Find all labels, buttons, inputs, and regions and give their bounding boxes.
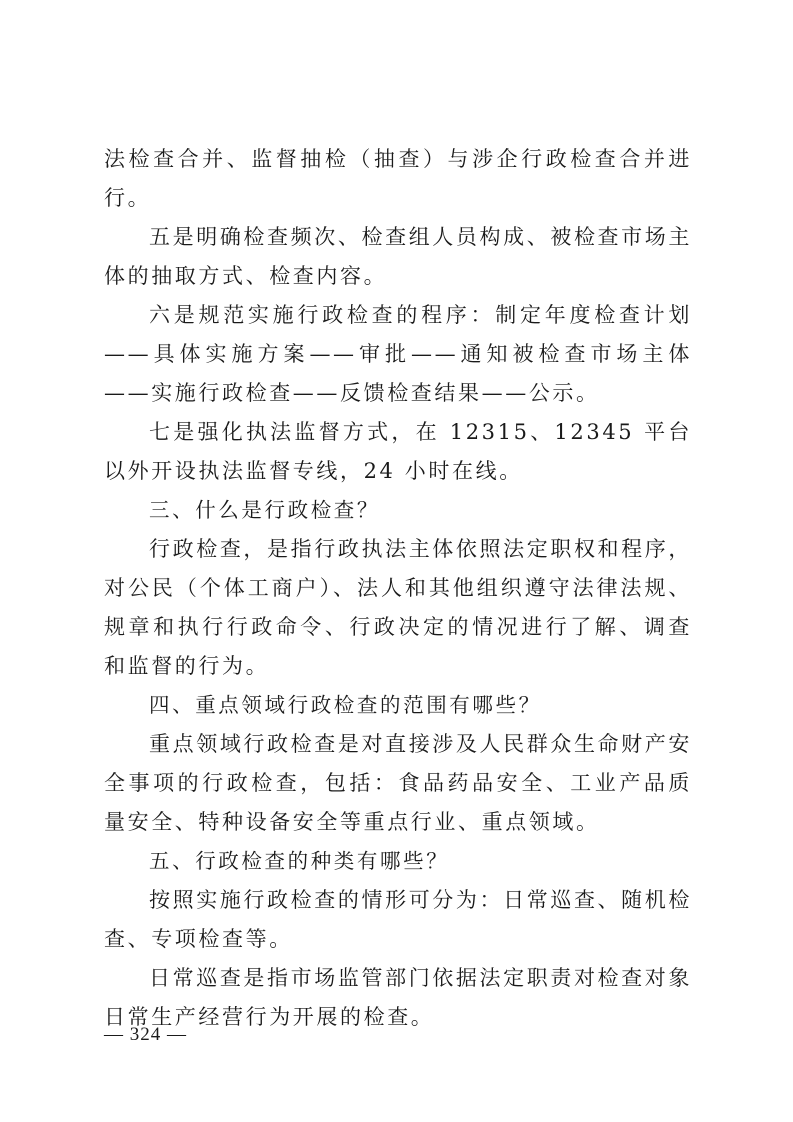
paragraph: 按照实施行政检查的情形可分为：日常巡查、随机检查、专项检查等。: [104, 888, 692, 951]
page-number: — 324 —: [104, 1024, 187, 1045]
paragraph: 行政检查，是指行政执法主体依照法定职权和程序，对公民（个体工商户）、法人和其他组织遵守法律法规、规章和执行行政命令、行政决定的情况进行了解、调查和监督的行为。: [104, 537, 692, 678]
paragraph: 日常巡查是指市场监管部门依据法定职责对检查对象日常生产经营行为开展的检查。: [104, 966, 692, 1029]
section-heading: 五、行政检查的种类有哪些？: [149, 849, 450, 873]
paragraph: 六是规范实施行政检查的程序：制定年度检查计划——具体实施方案——审批——通知被检查市场主体——实施行政检查——反馈检查结果——公示。: [104, 303, 692, 405]
paragraph: 七是强化执法监督方式，在 12315、12345 平台以外开设执法监督专线，24 小时在线。: [104, 420, 692, 483]
section-heading: 四、重点领域行政检查的范围有哪些？: [149, 693, 542, 717]
paragraph: 重点领域行政检查是对直接涉及人民群众生命财产安全事项的行政检查，包括：食品药品安全、工业产品质量安全、特种设备安全等重点行业、重点领域。: [104, 732, 692, 834]
paragraph: 五是明确检查频次、检查组人员构成、被检查市场主体的抽取方式、检查内容。: [104, 225, 692, 288]
body-text: [104, 140, 692, 1037]
section-heading: 三、什么是行政检查？: [149, 498, 380, 522]
paragraph-continuation: 法检查合并、监督抽检（抽查）与涉企行政检查合并进行。: [104, 147, 692, 210]
